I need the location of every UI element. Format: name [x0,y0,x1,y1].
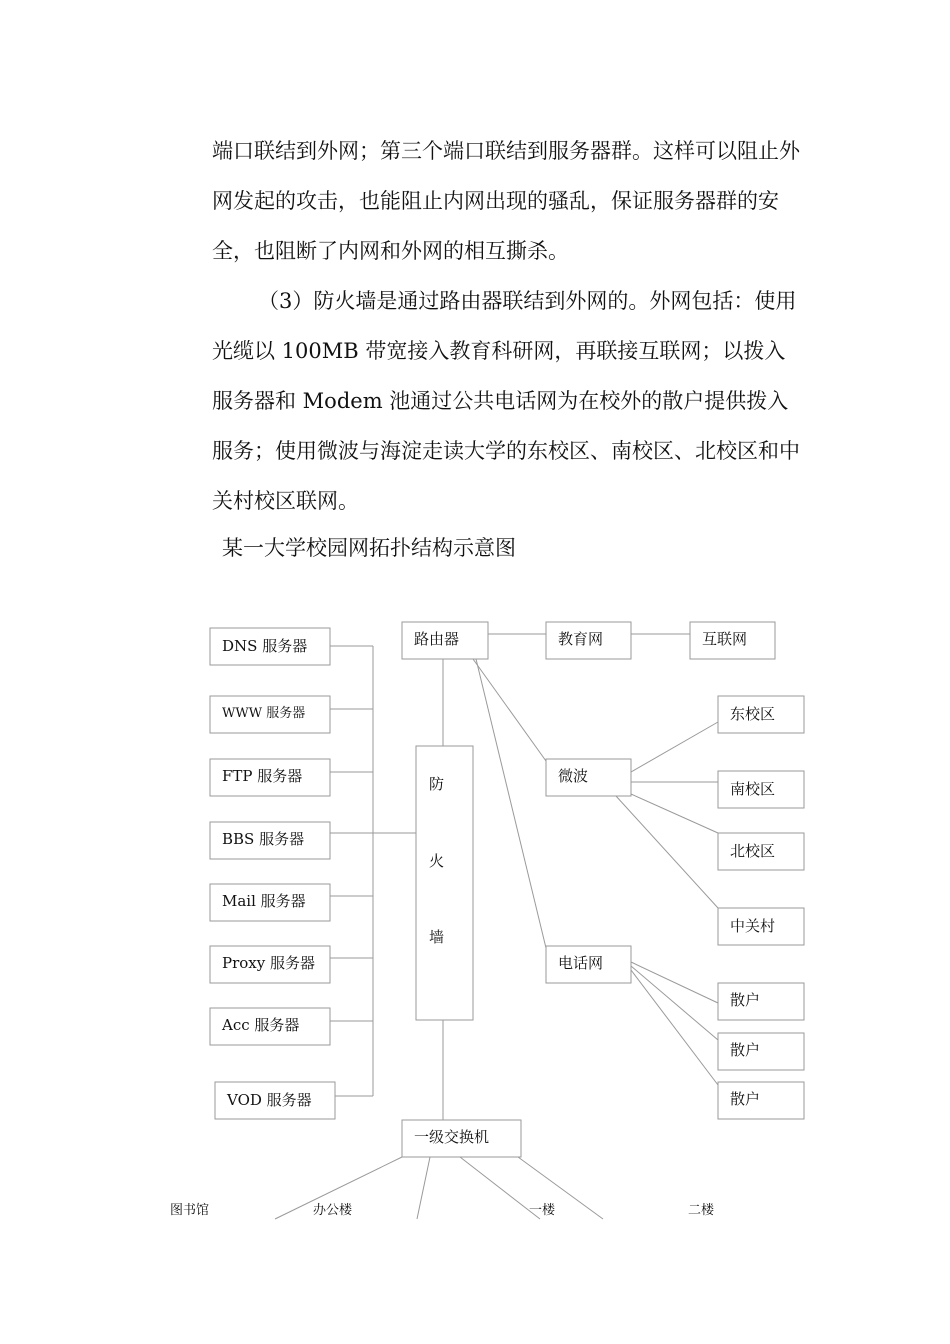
server-label: Mail 服务器 [222,892,306,910]
server-box-acc [210,1008,330,1045]
campus-box-north [718,833,804,870]
user-box-3 [718,1082,804,1119]
firewall-char: 墙 [429,928,445,946]
server-connectors [330,646,416,1096]
server-label: DNS 服务器 [222,637,308,655]
building-label-library: 图书馆 [170,1203,210,1218]
user-label: 散户 [730,991,761,1009]
building-label-floor2: 二楼 [688,1203,715,1218]
campus-box-zhongguancun [718,908,804,945]
edu-net-label: 教育网 [558,630,604,648]
campus-box-south [718,771,804,808]
paragraph-2-text: （3）防火墙是通过路由器联结到外网的。外网包括：使用光缆以 100MB 带宽接入教育科研网，再联接互联网；以拨入服务器和 Modem 池通过公共电话网为在校外的散户提供拨入服务；使用微波与海淀走读大学的东校区、南校区、北校区和中关村校区联网。 [212,289,800,513]
server-label: VOD 服务器 [227,1091,312,1109]
server-label: Proxy 服务器 [222,954,315,972]
server-label: BBS 服务器 [222,830,305,848]
building-label-floor1: 一楼 [529,1203,556,1218]
phone-net-label: 电话网 [558,954,604,972]
microwave-label: 微波 [558,767,589,785]
server-box-dns [210,628,330,665]
server-box-ftp [210,759,330,796]
user-box-1 [718,983,804,1020]
campus-label: 北校区 [730,842,776,860]
server-label: FTP 服务器 [222,767,303,785]
phone-net-box [546,946,631,983]
campus-box-east [718,696,804,733]
phone-connectors [631,962,718,1085]
server-label: Acc 服务器 [222,1016,300,1034]
campus-label: 中关村 [730,917,776,935]
user-label: 散户 [730,1041,761,1059]
campus-label: 南校区 [730,780,776,798]
router-box [402,622,488,659]
microwave-connectors [616,722,718,908]
server-box-www [210,696,330,733]
firewall-char: 防 [429,775,445,793]
campus-label: 东校区 [730,705,776,723]
server-box-bbs [210,822,330,859]
edu-net-box [546,622,631,659]
server-box-mail [210,884,330,921]
user-box-2 [718,1033,804,1070]
microwave-box [546,759,631,796]
firewall-char: 火 [429,852,445,870]
router-label: 路由器 [414,630,460,648]
user-label: 散户 [730,1090,761,1108]
switch-label: 一级交换机 [414,1128,490,1146]
internet-box [690,622,775,659]
firewall-box [416,746,473,1020]
switch-box [402,1120,521,1157]
server-label: WWW 服务器 [222,706,306,721]
core-connectors [443,634,690,1120]
server-box-proxy [210,946,330,983]
paragraph-1: 端口联结到外网；第三个端口联结到服务器群。这样可以阻止外网发起的攻击，也能阻止内网出现的骚乱，保证服务器群的安全，也阻断了内网和外网的相互撕杀。 [212,139,800,263]
internet-label: 互联网 [702,630,748,648]
figure-title: 某一大学校园网拓扑结构示意图 [222,536,516,560]
server-box-vod [215,1082,335,1119]
building-label-office: 办公楼 [313,1203,353,1218]
